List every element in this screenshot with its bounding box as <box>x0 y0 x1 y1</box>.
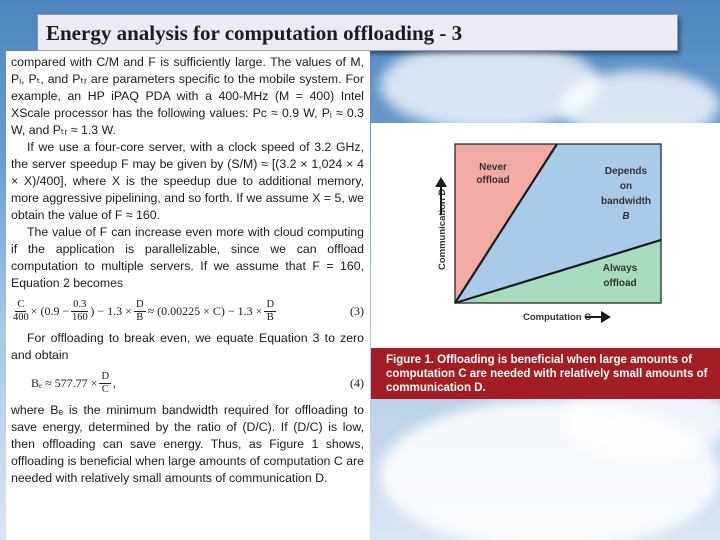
label-depends: bandwidth <box>601 196 651 207</box>
label-always: offload <box>603 278 637 289</box>
equation-number: (3) <box>350 303 364 318</box>
x-axis-label: Computation C <box>523 312 592 323</box>
label-always: Always <box>602 263 638 274</box>
paper-paragraph: The value of F can increase even more with cloud computing if the application is parallelizable, since we can offload computation to multiple servers. If we assume that F = 160, Equation 2 becomes <box>11 225 364 290</box>
slide-title-box <box>37 14 678 51</box>
slide-title: Energy analysis for computation offloading - 3 <box>46 21 463 45</box>
equation-number: (4) <box>350 375 364 390</box>
equation-fraction: $\frac{D}{C}$ <box>101 370 110 395</box>
equation-3: $\frac{C}{400}$ × (0.9 − $\frac{0.3}{160}$ ) − 1.3 × $\frac{D}{B}$ ≈ (0.00225 × C) − 1.3 × $\frac{D}{B}$ (3) <box>13 298 364 323</box>
paper-paragraph: For offloading to break even, we equate Equation 3 to zero and obtain <box>11 331 364 362</box>
label-depends: B <box>622 211 630 222</box>
offloading-region-diagram <box>371 123 720 348</box>
figure-1 <box>371 123 720 399</box>
equation-fraction: $\frac{D}{B}$ <box>135 298 144 323</box>
figure-caption: Figure 1. Offloading is beneficial when large amounts of computation C are needed with relatively small amounts of communication D. <box>371 348 720 399</box>
paper-paragraph: If we use a four-core server, with a clock speed of 3.2 GHz, the server speedup F may be given by (S/M) ≈ [(3.2 × 1,024 × 4 × X)/400], where X is the speedup due to additional memory, more aggressive pipelining, and so forth. If we assume X = 5, we obtain the value of F ≈ 160. <box>11 140 364 222</box>
label-never: Never <box>479 162 507 173</box>
x-axis-arrowhead <box>601 311 611 323</box>
equation-fraction: $\frac{C}{400}$ <box>13 298 29 323</box>
label-never: offload <box>476 175 510 186</box>
label-depends: Depends <box>604 166 648 177</box>
paper-excerpt <box>6 51 370 540</box>
equation-fraction: $\frac{D}{B}$ <box>266 298 275 323</box>
equation-4: Bₑ ≈ 577.77 × $\frac{D}{C}$ , (4) <box>31 370 364 395</box>
y-axis-arrowhead <box>435 177 447 187</box>
equation-fraction: $\frac{0.3}{160}$ <box>71 298 88 323</box>
paper-paragraph: where Bₑ is the minimum bandwidth required for offloading to save energy, determined by the ratio of (D/C). If (D/C) is low, then offloading can save energy. Thus, as Figure 1 shows, offloading is beneficial when large amounts of computation C are needed with relatively small amounts of communication D. <box>11 403 364 485</box>
label-depends: on <box>619 181 633 192</box>
paper-paragraph: compared with C/M and F is sufficiently large. The values of M, Pᵢ, Pₜ, and Pₜᵣ are parameters specific to the mobile system. For example, an HP iPAQ PDA with a 400-MHz (M = 400) Intel XScale processor has the following values: Pc ≈ 0.9 W, Pᵢ ≈ 0.3 W, and Pₜᵣ ≈ 1.3 W. <box>11 55 364 137</box>
y-axis-label: Communication D <box>437 188 448 270</box>
